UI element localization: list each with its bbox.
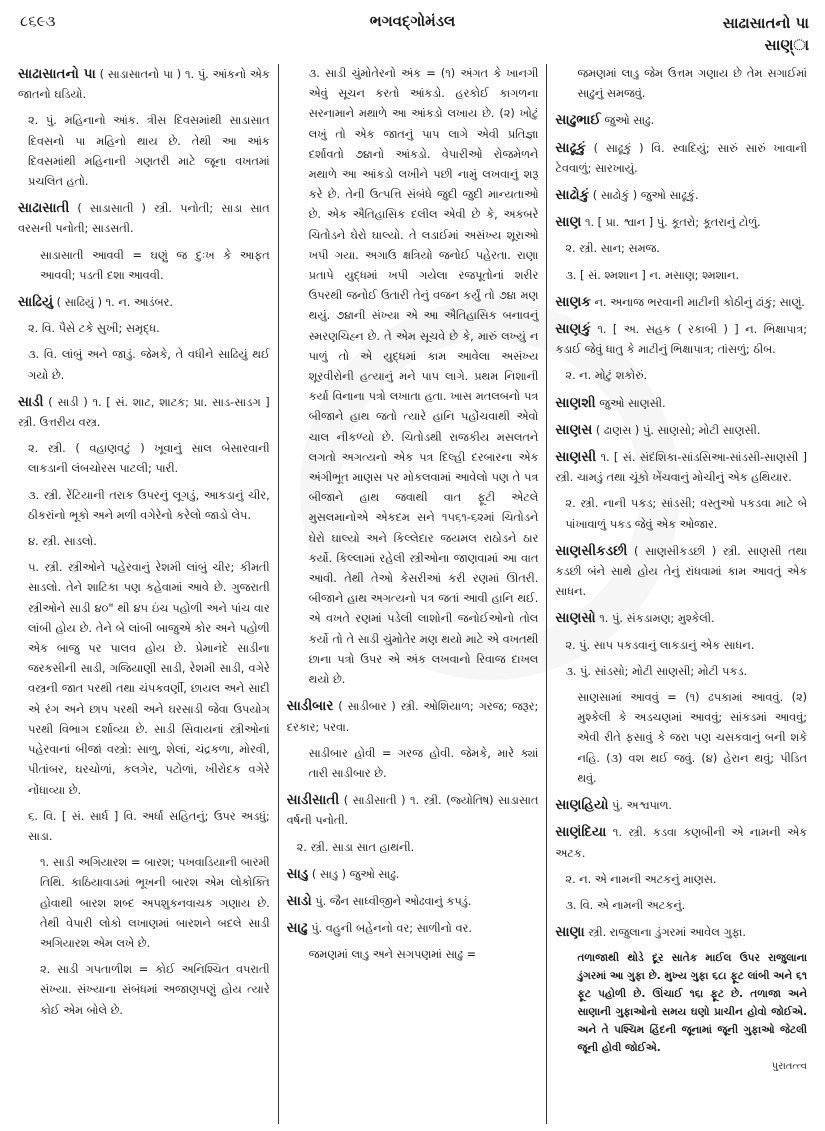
dictionary-entry bbox=[287, 696, 539, 737]
idiom: સાડાસાતી આવવી = ઘણું જ દુઃખ કે આફત આવવી; પડતી દશા આવવી. bbox=[40, 248, 270, 282]
sense: ૨. પું. મહિનાનો આંક. ત્રીસ દિવસમાંથી સાડાસાત દિવસનો પા મહિનો થાય છે. તેથી આ આંક દિવસમાંથી મહિનાની ગણતરી માટે જૂના વખતમાં પ્રચલિત હતો. bbox=[28, 114, 270, 189]
headword: સાણસો bbox=[555, 610, 596, 627]
sense: ૨. સ્ત્રી. ( વહાણવટું ) ખૂવાનું સાલ બેસારવાની લાકડાની લંબચોરસ પાટલી; પારી. bbox=[28, 442, 270, 476]
sense: ૫. સ્ત્રી. સ્ત્રીઓને પહેરવાનું રેશમી લાંબું ચીર; કીમતી સાડલો. તેને શાટિકા પણ કહેવામાં આવે છે. ગુજરાતી સ્ત્રીઓને સાડી ૪૦" થી ૪૫ ઇંચ પહોળી અને પાંચ વાર લાંબી હોય છે. તેને બે લાંબી બાજુએ કોર અને પહોળી એક બાજુ પર પાલવ હોય છે. પ્રેમાનંદે સાડીના જરકસીની સાડી, ગજિયાણી સાડી, રેશમી સાડી, વગેરે વસ્ત્રની જાત પરથી તથા ચંપકવર્ણી, છાયલ અને સાદી એ રંગ અને છાપ પરથી અને ઘરસાડી જેવા ઉપયોગ પરથી વિભાગ દર્શાવ્યા છે. સાડી સિવાયનાં સ્ત્રીઓનાં પહેરવાનાં બીજાં વસ્ત્રો: સાળુ, શેલાં, ચંદ્રકળા, મોરવી, પીતાંબર, ઘરચોળાં, કલગેર, પટોળાં, ખીરોદક વગેરે નોંધાવ્યા છે. bbox=[28, 561, 270, 797]
dictionary-entry bbox=[18, 292, 270, 313]
headword: સાણક bbox=[555, 293, 591, 310]
dictionary-entry bbox=[555, 447, 807, 488]
headword: સાડો bbox=[286, 892, 312, 909]
definition: ( સાડી ) ૧. [ સં. શાટ, શાટક; પ્રા. સાડ-સાડગ ] સ્ત્રી. ઉત્તરીય વસ્ત્ર. bbox=[18, 395, 270, 430]
sense: ૨. ન. એ નામની અટકનું માણસ. bbox=[565, 872, 717, 886]
headword: સાઢૂકું bbox=[555, 139, 586, 156]
definition: ૧. [ પ્રા. શ્વાન ] પું. કૂતરો; કૂતરાનું ટોળું. bbox=[584, 216, 761, 230]
headword: સાણા bbox=[555, 924, 585, 941]
definition: ૧. પું. સંકડામણ; મુશ્કેલી. bbox=[599, 612, 715, 626]
dictionary-entry bbox=[287, 918, 539, 939]
definition: ( સાણસીકડછી ) સ્ત્રી. સાણસી તથા કડછી બંને સાથે હોય તેનું રાંધવામાં કામ આવતું એક સાધન. bbox=[555, 544, 808, 599]
guide-word-bottom: સાણ્ા bbox=[764, 36, 809, 54]
headword: સાણંદિયા bbox=[555, 824, 607, 841]
dictionary-entry bbox=[555, 795, 807, 816]
sense: ૩. સ્ત્રી. રેંટિયાની તરાક ઉપરનું લૂગડું, આકડાનું ચીર, ઠીકરાંનો ભૂકો અને મળી વગેરેનો કરેલો જાડો લેપ. bbox=[28, 488, 270, 522]
definition: પું. અશ્વપાળ. bbox=[612, 799, 672, 813]
dictionary-entry bbox=[555, 541, 807, 603]
definition: ( સાડીબાર ) સ્ત્રી. ઓશિયાળ; ગરજ; જરૂર; દરકાર; પરવા. bbox=[286, 700, 539, 734]
sense: ૨. સ્ત્રી. સાન; સમજ. bbox=[565, 242, 660, 256]
sense: ૪. સ્ત્રી. સાડલો. bbox=[28, 535, 97, 549]
dictionary-entry bbox=[555, 185, 807, 206]
headword: સાડીબાર bbox=[286, 698, 334, 715]
definition: ( સાડીસાતી ) ૧. સ્ત્રી. (જ્યોતિષ) સાડાસાત વર્ષની પનોતી. bbox=[286, 794, 539, 828]
definition: પું. જૈન સાધ્વીજીને ઓઢવાનું કપડું. bbox=[315, 894, 472, 908]
column-right bbox=[547, 64, 815, 1124]
definition: જુઓ સાણસી. bbox=[599, 396, 666, 410]
guide-words bbox=[723, 12, 809, 56]
definition: ૧. [ અ. સહક ( રકાબી ) ] ન. ભિક્ષાપાત્ર; કડાઈ જેવું ધાતુ કે માટીનું ભિક્ષાપાત્ર; તાંસળું; ઠીબ. bbox=[555, 323, 808, 357]
definition: ૧. સ્ત્રી. કડવા કણબીની એ નામની એક અટક. bbox=[555, 826, 808, 860]
headword: સાડુ bbox=[286, 865, 309, 882]
dictionary-entry bbox=[287, 864, 539, 885]
sense: ૩. વિ. એ નામની અટકનું. bbox=[565, 898, 686, 912]
definition: સ્ત્રી. રાજુલાના ડુંગરમાં આવેલ ગુફા. bbox=[588, 926, 747, 940]
sense: ૩. [ સં. શ્મશાન ] ન. મસાણ; શ્મશાન. bbox=[565, 268, 740, 282]
headword: સાઢિયું bbox=[18, 294, 54, 311]
sense: ૬. વિ. [ સં. સાર્ધ ] વિ. અર્ધા સહિતનું; ઉપર અડધું; સાડા. bbox=[28, 809, 270, 843]
page-number: ૮૬૯૩ bbox=[20, 12, 56, 30]
footnote: તળાજાથી થોડે દૂર સાતેક માઈલ ઉપર રાજુલાના ડુંગરમાં આ ગુફા છે. મુખ્ય ગુફા ૬૮ા ફૂટ લાંબી અને ૬૧ ફૂટ પહોળી છે. ઊંચાઈ ૧૬ા ફૂટ છે. તળાજા અને સાણાની ગુફાઓનો સમય ઘણો પ્રાચીન હોવો જોઈએ. અને તે પશ્ચિમ હિંદની જૂનામાં જૂની ગુફાઓ જેટલી જૂની હોવી જોઈએ. bbox=[577, 952, 808, 1055]
dictionary-entry bbox=[287, 891, 539, 912]
headword: સાણસીકડછી bbox=[555, 542, 628, 559]
definition: ( ઢાણસ ) પું. સાણસો; મોટી સાણસી. bbox=[595, 423, 761, 437]
headword: સાણસ bbox=[555, 421, 593, 438]
definition: ( સાડાસાતી ) સ્ત્રી. પનોતી; સાડા સાત વરસની પનોતી; સાડસતી. bbox=[18, 202, 270, 236]
dictionary-entry bbox=[287, 790, 539, 831]
headword: સાણકું bbox=[555, 321, 591, 338]
definition: ( સાડુ ) જુઓ સાઢુ. bbox=[311, 867, 400, 881]
column-middle bbox=[278, 64, 548, 1124]
source-credit: પુરાતત્ત્વ bbox=[771, 1061, 808, 1073]
headword: સાઢોકું bbox=[555, 187, 590, 204]
headword: સાઢાસાતી bbox=[18, 200, 70, 217]
dictionary-entry bbox=[555, 822, 807, 863]
headword: સાડી bbox=[18, 393, 44, 410]
dictionary-entry bbox=[555, 608, 807, 629]
dictionary-entry bbox=[555, 138, 807, 179]
page-header bbox=[0, 0, 825, 62]
idiom: જમણમાં લાડુ અને સગપણમાં સાઢુ = bbox=[308, 948, 477, 962]
definition: જુઓ સાઢુ. bbox=[604, 114, 655, 128]
headword: સાણહિયો bbox=[555, 797, 609, 814]
definition: ( સાઢૂકું ) વિ. સ્વાદિયું; સારું સારું ખાવાની ટેવવાળું; સારખાયું. bbox=[555, 141, 808, 175]
running-title: ભગવદ્ગોમંડલ bbox=[369, 12, 456, 30]
dictionary-entry bbox=[18, 198, 270, 239]
dictionary-entry bbox=[18, 392, 270, 433]
definition: ન. અનાજ ભરવાની માટીની કોઠીનું ઢાંકું; સાણું. bbox=[594, 295, 805, 309]
sense: ૨. વિ. પૈસે ટકે સુખી; સમૃદ્ધ. bbox=[28, 322, 160, 336]
column-left bbox=[10, 64, 278, 1124]
definition: ( સાઢિયું ) ૧. ન. આડંબર. bbox=[56, 296, 173, 310]
dictionary-entry bbox=[555, 922, 807, 943]
headword: સાણશી bbox=[555, 394, 596, 411]
dictionary-entry bbox=[18, 64, 270, 105]
sense: ૨. સ્ત્રી. નાની પકડ; સાંડસી; વસ્તુઓ પકડવા માટે બે પાંખાવાળું પકડ જેવું એક ઓજાર. bbox=[565, 497, 808, 531]
dictionary-entry bbox=[555, 420, 807, 441]
definition: પું. વહુની બહેનનો વર; સાળીનો વર. bbox=[311, 922, 472, 936]
definition: ૧. [ સં. સંદંશિકા-સાંડસિઆ-સાંડસી-સાણસી ] સ્ત્રી. ચામડું તથા ચૂંકો ખેંચવાનું મોચીનું એક હથિયાર. bbox=[555, 451, 808, 485]
headword: સાણસી bbox=[555, 449, 597, 466]
headword: સાઢાસાતનો પા bbox=[18, 66, 96, 82]
idiom: જમણમાં લાડુ જેમ ઉત્તમ ગણાય છે તેમ સગાઈમાં સાઢુનું સમજવું. bbox=[577, 67, 808, 101]
guide-word-top: સાઢાસાતનો પા bbox=[722, 14, 809, 32]
sense: ૨. ન. મોટું શકોરું. bbox=[565, 369, 648, 383]
dictionary-entry bbox=[555, 110, 807, 131]
sense: ૩. પું. સાંડસો; મોટી સાણસી; મોટી પકડ. bbox=[565, 664, 748, 678]
definition: ( સાડાસાતનો પા ) ૧. પું. આંકનો એક જાતનો ઘડિયો. bbox=[18, 68, 270, 102]
idiom: ૧. સાડી અગિયારશ = બારશ; પખવાડિયાની બારમી તિથિ. કાઠિયાવાડમાં ભૂખની બારશ એમ લોકોક્તિ હોવાથી બારશ શબ્દ અપશુકનવાચક ગણાય છે. તેથી વેપારી લોકો લખાણમાં બારશને બદલે સાડી અગિયારશ એમ લખે છે. bbox=[40, 856, 270, 950]
dictionary-columns bbox=[10, 64, 815, 1124]
idiom: સાડીબાર હોવી = ગરજ હોવી. જેમકે, મારે ક્યાં તારી સાડીબાર છે. bbox=[308, 746, 539, 780]
dictionary-entry bbox=[555, 212, 807, 233]
idiom: સાણસામાં આવવું = (૧) ઢપકામાં આવવું. (૨) મુશ્કેલી કે અડચણમાં આવવું; સાંકડમાં આવવું; એવી રીતે ફસાવું કે જરા પણ ચસકવાનું બની શકે નહિ. (૩) વશ થઈ જવું. (૪) હેરાન થવું; પીડિત થવું. bbox=[577, 691, 808, 785]
dictionary-entry bbox=[555, 319, 807, 360]
headword: સાડીસાતી bbox=[286, 792, 340, 809]
definition: ( સાઢોકું ) જુઓ સાઢૂકું. bbox=[592, 189, 699, 203]
sense: ૩. વિ. લાંબું અને જાડું. જેમકે, તે વધીને સાઢિયું થઈ ગયો છે. bbox=[28, 348, 270, 382]
headword: સાણ bbox=[555, 214, 582, 231]
idiom: ૨. સાડી ગપતાળીશ = કોઈ અનિશ્ચિત વપરાતી સંખ્યા. સંખ્યાના સંબંધમાં અજાણપણું હોય ત્યારે કોઈ એમ બોલે છે. bbox=[40, 963, 270, 1017]
headword: સાઢુભાઈ bbox=[555, 112, 601, 129]
sense: ૨. સ્ત્રી. સાડા સાત હાથની. bbox=[296, 840, 415, 854]
sense: ૨. પું. સાપ પકડવાનું લાકડાનું એક સાધન. bbox=[565, 638, 755, 652]
dictionary-entry bbox=[555, 292, 807, 313]
idiom: ૩. સાડી ચુંમોતેરનો અંક = (૧) અંગત કે ખાનગી એવું સૂચન કરતો આંકડો. હરકોઈ કાગળના સરનામાને મથાળે આ આંકડો લખાય છે. (૨) ખોટું લખું તો એક જાતનું પાપ લાગે એવી પ્રતિજ્ઞા દર્શાવતો ૭૪ાનો આંકડો. વેપારીઓ રોજમેળને મથાળે આ આંકડો લખીને પછી નામું લખવાનું શરૂ કરે છે. તેની ઉત્પત્તિ સંબંધે જુદી જુદી માન્યતાઓ છે. એક ઐતિહાસિક દલીલ એવી છે કે, અકબરે ચિતોડને ઘેરો ઘાલ્યો. તે લડાઈમાં અસંખ્ય શૂરાઓ ખપી ગયા. અગાઉ ક્ષત્રિયો જનોઈ પહેરતા. રાણા પ્રતાપે યુદ્ધમાં ખપી ગયેલા રજપૂતોનાં શરીર ઉપરથી જનોઈ ઉતારી તેનું વજન કર્યું તો ૭૪ા મણ થયું. ૭૪ાની સંખ્યા એ આ ઐતિહાસિક બનાવનું સ્મરણચિહ્ન છે. તે એમ સૂચવે છે કે, મારું લખ્યું ન પાળું તો એ યુદ્ધમાં કામ આવેલા અસંખ્ય શૂરવીરોની હત્યાનું મને પાપ લાગે. પ્રથમ નિશાની કર્યા વિનાના પત્રો લખાતા હતા. ખાસ મતલબનો પત્ર બીજાને હાથ જતો ત્યારે હાનિ પહોંચવાથી એવો ચાલ નીકળ્યો છે. ચિતોડથી રાજકીય મસલતને લગતો અગત્યનો એક પત્ર દિલ્હી દરબારના એક અંગીભૂત માણસ પર મોકલવામાં આવેલો પણ તે પત્ર બીજાને હાથ જવાથી વાત ફૂટી એટલે મુસલમાનોએ એકદમ સને ૧૫૬૧-૬૨માં ચિતોડને ઘેરો ઘાલ્યો અને કિલ્લેદાર જયમલ રાઠોડને ઠાર કર્યો. કિલ્લામાં રહેલી સ્ત્રીઓના જાણવામાં આ વાત આવી. તેથી તેઓ કેસરીઆં કરી રણમાં ઊતરી. બીજાને હાથ અગત્યનો પત્ર જતાં આવી હાનિ થઈ. એ વખતે રણમાં પડેલી લાશોની જનોઈઓનો તોલ કર્યો તો તે સાડી ચુંમોતેર મણ થયો માટે એ વખતથી છાના પત્રો ઉપર એ અંક લખવાનો રિવાજ દાખલ થયો છે. bbox=[308, 67, 539, 687]
dictionary-entry bbox=[555, 393, 807, 414]
headword: સાઢુ bbox=[286, 920, 308, 937]
